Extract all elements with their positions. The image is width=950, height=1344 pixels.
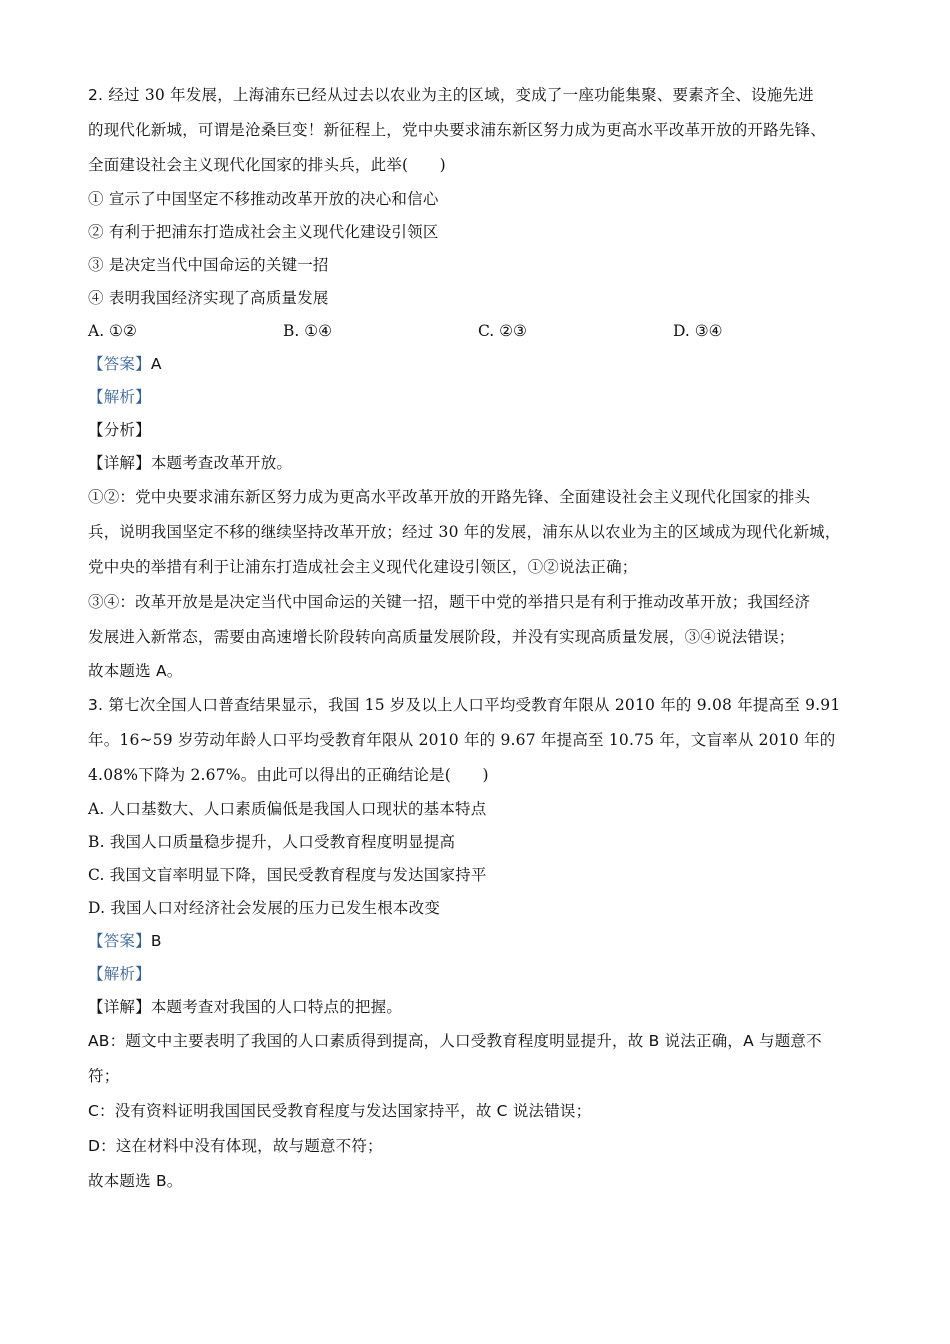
q2-statement-3: ③ 是决定当代中国命运的关键一招 xyxy=(88,256,329,274)
q3-stem-line-2: 年。16~59 岁劳动年龄人口平均受教育年限从 2010 年的 9.67 年提高至 10.75 年，文盲率从 2010 年的 xyxy=(88,731,836,749)
q3-answer xyxy=(88,925,878,958)
q2-detail-label: 【详解】 xyxy=(88,454,151,472)
q2-conclusion: 故本题选 A。 xyxy=(88,662,183,680)
q2-option-d: D. ③④ xyxy=(673,322,723,340)
q2-detail-line-1: ①②：党中央要求浦东新区努力成为更高水平改革开放的开路先锋、全面建设社会主义现代化国家的排头 xyxy=(88,488,811,506)
q2-option-a: A. ①② xyxy=(88,322,137,340)
q2-detail-line-4: ③④：改革开放是是决定当代中国命运的关键一招，题干中党的举措只是有利于推动改革开放；我国经济 xyxy=(88,593,811,611)
q2-stem-line-2: 的现代化新城，可谓是沧桑巨变！新征程上，党中央要求浦东新区努力成为更高水平改革开放的开路先锋、 xyxy=(88,121,826,139)
q3-answer-label: 【答案】 xyxy=(88,932,151,950)
q3-analysis-label: 【解析】 xyxy=(88,965,151,983)
q2-detail-line-3: 党中央的举措有利于让浦东打造成社会主义现代化建设引领区，①②说法正确； xyxy=(88,558,638,576)
q3-d-line: D：这在材料中没有体现，故与题意不符； xyxy=(88,1137,383,1155)
q2-analysis-label: 【解析】 xyxy=(88,388,151,406)
q2-stem-line-1: 2. 经过 30 年发展，上海浦东已经从过去以农业为主的区域，变成了一座功能集聚、要素齐全、设施先进 xyxy=(88,86,814,104)
q2-option-b: B. ①④ xyxy=(283,322,333,340)
q2-answer-value: A xyxy=(150,355,162,373)
document-page xyxy=(88,78,878,1199)
q2-detail-intro: 本题考查改革开放。 xyxy=(150,454,293,472)
q3-conclusion: 故本题选 B。 xyxy=(88,1172,183,1190)
q3-stem-line-1: 3. 第七次全国人口普查结果显示，我国 15 岁及以上人口平均受教育年限从 2010 年的 9.08 年提高至 9.91 xyxy=(88,696,841,714)
q3-option-a: A. 人口基数大、人口素质偏低是我国人口现状的基本特点 xyxy=(88,800,487,818)
q2-option-c: C. ②③ xyxy=(478,322,527,340)
q3-option-d: D. 我国人口对经济社会发展的压力已发生根本改变 xyxy=(88,899,441,917)
q3-ab-line-1: AB：题文中主要表明了我国的人口素质得到提高，人口受教育程度明显提升，故 B 说法正确，A 与题意不 xyxy=(88,1032,822,1050)
q2-stem-line-3: 全面建设社会主义现代化国家的排头兵，此举( ) xyxy=(88,156,446,174)
q2-fenxi-label: 【分析】 xyxy=(88,421,151,439)
q2-statement-1: ① 宣示了中国坚定不移推动改革开放的决心和信心 xyxy=(88,190,439,208)
q2-answer-label: 【答案】 xyxy=(88,355,151,373)
q3-number: 3. xyxy=(88,696,104,714)
q2-answer xyxy=(88,348,878,381)
q3-detail-label: 【详解】 xyxy=(88,998,151,1016)
q2-number: 2. xyxy=(88,86,104,104)
q3-c-line: C：没有资料证明我国国民受教育程度与发达国家持平，故 C 说法错误； xyxy=(88,1102,592,1120)
q3-answer-value: B xyxy=(150,932,162,950)
q3-stem-line-3: 4.08%下降为 2.67%。由此可以得出的正确结论是( ) xyxy=(88,766,489,784)
q3-ab-line-2: 符； xyxy=(88,1067,120,1085)
q2-detail xyxy=(88,447,878,480)
q3-detail xyxy=(88,991,878,1024)
q2-detail-line-5: 发展进入新常态，需要由高速增长阶段转向高质量发展阶段，并没有实现高质量发展，③④说法错误； xyxy=(88,628,795,646)
q2-statement-2: ② 有利于把浦东打造成社会主义现代化建设引领区 xyxy=(88,223,439,241)
q2-detail-line-2: 兵，说明我国坚定不移的继续坚持改革开放；经过 30 年的发展，浦东从以农业为主的区域成为现代化新城， xyxy=(88,523,841,541)
q2-options xyxy=(88,315,878,348)
q3-option-c: C. 我国文盲率明显下降，国民受教育程度与发达国家持平 xyxy=(88,866,487,884)
q3-detail-intro: 本题考查对我国的人口特点的把握。 xyxy=(150,998,403,1016)
q2-statement-4: ④ 表明我国经济实现了高质量发展 xyxy=(88,289,329,307)
q3-option-b: B. 我国人口质量稳步提升，人口受教育程度明显提高 xyxy=(88,833,456,851)
